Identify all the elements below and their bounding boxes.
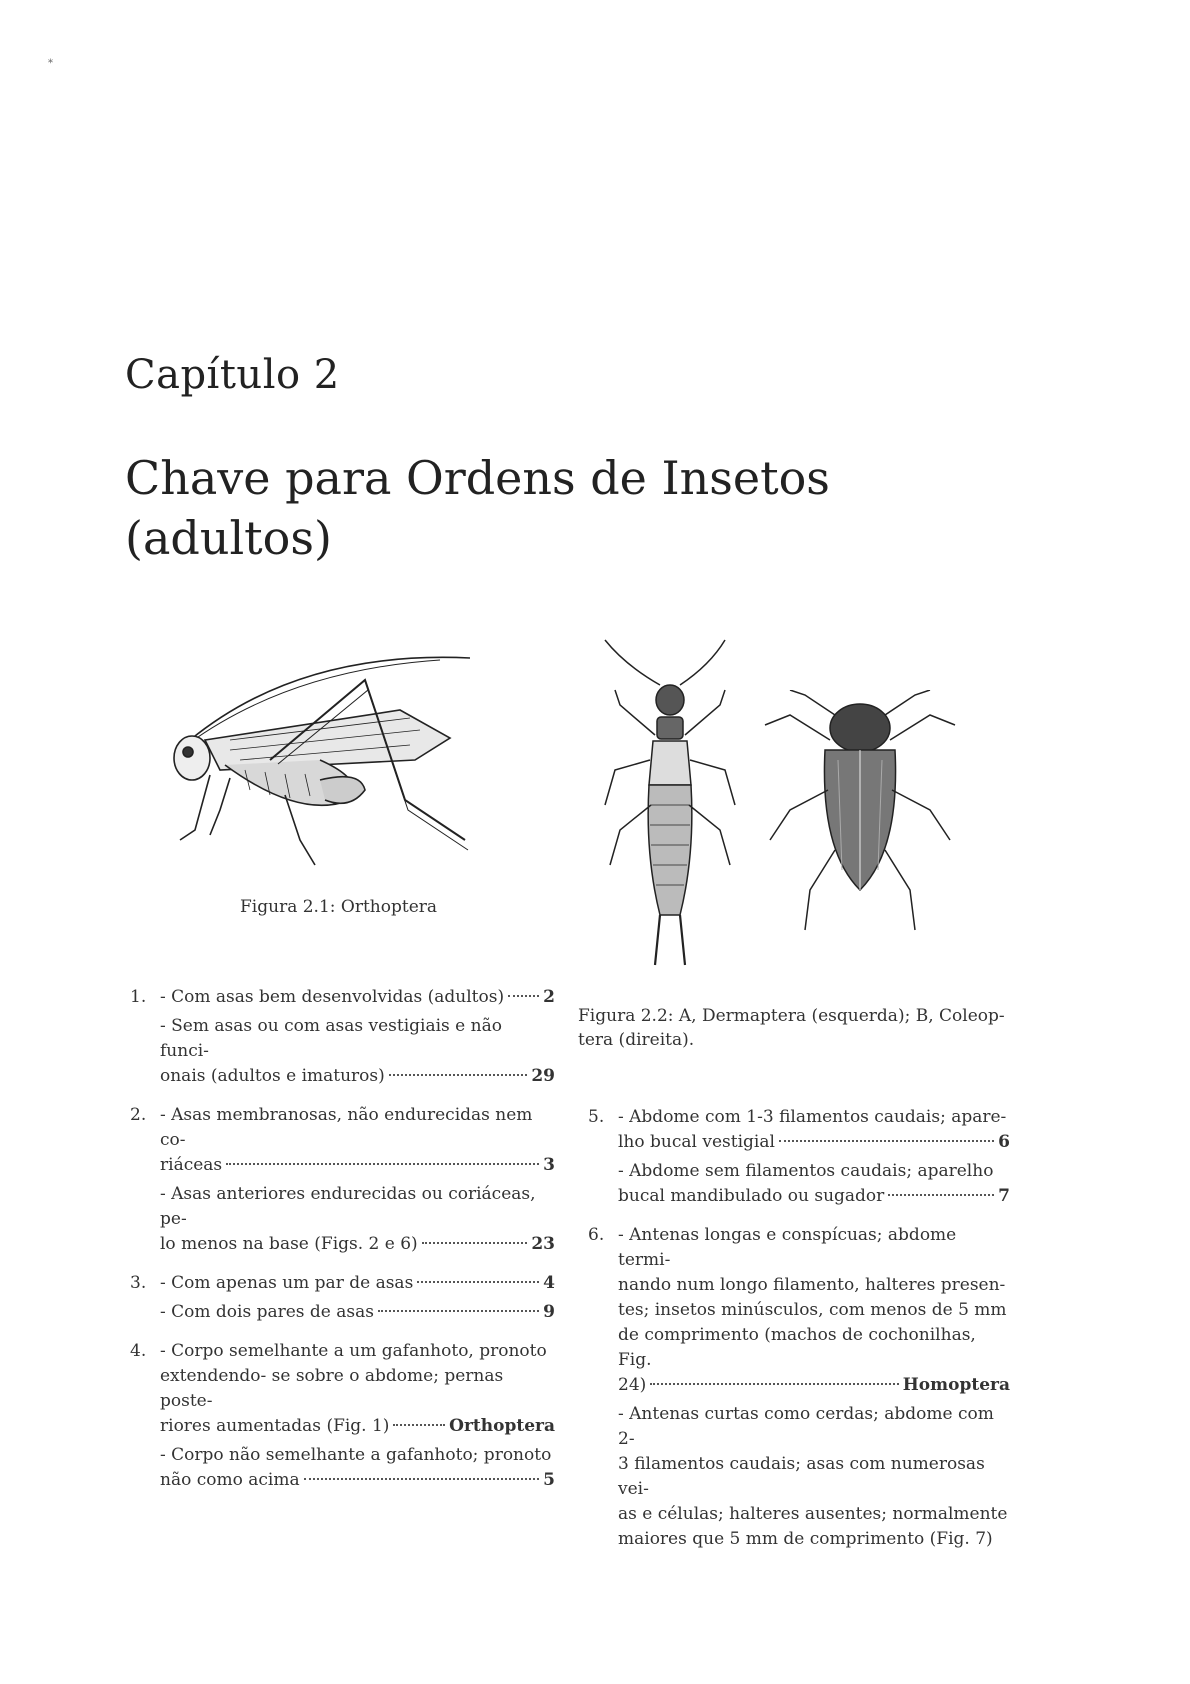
key-line-text: tes; insetos minúsculos, com menos de 5 mm — [618, 1300, 1007, 1320]
key-line — [618, 1130, 1010, 1155]
key-target: 9 — [543, 1302, 555, 1322]
key-alternative — [160, 1103, 555, 1178]
key-column-right — [588, 1105, 1010, 1552]
key-line — [618, 1223, 1010, 1273]
key-line — [160, 1153, 555, 1178]
key-line — [618, 1402, 1010, 1452]
key-alternative — [618, 1223, 1010, 1398]
figure-2-2-caption-line-1: Figura 2.2: A, Dermaptera (esquerda); B, Coleop- — [578, 1006, 1005, 1026]
key-line-text: riáceas — [160, 1155, 223, 1175]
dot-leader — [226, 1163, 539, 1165]
key-target: 6 — [998, 1132, 1010, 1152]
key-entry — [130, 1103, 555, 1257]
key-target: Homoptera — [902, 1375, 1010, 1395]
dot-leader — [650, 1383, 898, 1385]
figure-dermaptera — [595, 635, 745, 975]
key-line — [160, 1103, 555, 1153]
figure-coleoptera — [750, 690, 970, 940]
key-entry-number: 2. — [130, 1105, 147, 1125]
key-line-text: - Asas anteriores endurecidas ou coriáceas, pe- — [160, 1184, 536, 1229]
key-line — [160, 1014, 555, 1064]
key-line — [618, 1323, 1010, 1373]
key-line-text: 24) — [618, 1375, 647, 1395]
key-entry — [130, 985, 555, 1089]
chapter-title-line-2: (adultos) — [125, 511, 332, 565]
key-alternative — [160, 1339, 555, 1439]
key-entry-number: 5. — [588, 1107, 605, 1127]
key-line-text: - Corpo semelhante a um gafanhoto, pronoto — [160, 1341, 547, 1361]
key-alternative — [618, 1105, 1010, 1155]
key-line — [160, 1468, 555, 1493]
key-line-text: - Com dois pares de asas — [160, 1302, 374, 1322]
scan-mark: * — [48, 58, 53, 69]
key-alternative — [160, 1182, 555, 1257]
key-alternative — [618, 1159, 1010, 1209]
key-line — [618, 1452, 1010, 1502]
key-line — [160, 1182, 555, 1232]
key-line-text: - Com apenas um par de asas — [160, 1273, 414, 1293]
key-line-text: onais (adultos e imaturos) — [160, 1066, 385, 1086]
key-alternative — [160, 1300, 555, 1325]
key-target: 3 — [543, 1155, 555, 1175]
dot-leader — [389, 1074, 528, 1076]
key-line-text: 3 filamentos caudais; asas com numerosas vei- — [618, 1454, 985, 1499]
key-alternative — [160, 1014, 555, 1089]
chapter-title-line-1: Chave para Ordens de Insetos — [125, 451, 830, 505]
key-line-text: - Com asas bem desenvolvidas (adultos) — [160, 987, 505, 1007]
key-target: 5 — [543, 1470, 555, 1490]
key-line — [618, 1527, 1010, 1552]
key-line-text: de comprimento (machos de cochonilhas, Fig. — [618, 1325, 976, 1370]
key-line-text: lho bucal vestigial — [618, 1132, 775, 1152]
key-line-text: maiores que 5 mm de comprimento (Fig. 7) — [618, 1529, 993, 1549]
key-target: Orthoptera — [449, 1416, 555, 1436]
key-alternative — [618, 1402, 1010, 1552]
dot-leader — [304, 1478, 540, 1480]
key-line — [160, 1271, 555, 1296]
key-line-text: - Asas membranosas, não endurecidas nem co- — [160, 1105, 533, 1150]
key-line-text: - Abdome sem filamentos caudais; aparelho — [618, 1161, 994, 1181]
key-line — [160, 1414, 555, 1439]
dot-leader — [422, 1242, 528, 1244]
key-line-text: não como acima — [160, 1470, 300, 1490]
key-entry — [130, 1271, 555, 1325]
key-entry — [588, 1223, 1010, 1552]
figure-orthoptera-caption: Figura 2.1: Orthoptera — [240, 897, 438, 917]
key-line — [618, 1502, 1010, 1527]
key-target: 2 — [543, 987, 555, 1007]
key-entry — [588, 1105, 1010, 1209]
key-line-text: bucal mandibulado ou sugador — [618, 1186, 885, 1206]
key-alternative — [160, 985, 555, 1010]
key-line-text: as e células; halteres ausentes; normalmente — [618, 1504, 1008, 1524]
key-target: 7 — [998, 1186, 1010, 1206]
key-entry-number: 4. — [130, 1341, 147, 1361]
key-line — [160, 1339, 555, 1364]
key-alternative — [160, 1443, 555, 1493]
key-line — [160, 1064, 555, 1089]
dot-leader — [378, 1310, 539, 1312]
chapter-title — [125, 448, 1025, 568]
key-line-text: - Sem asas ou com asas vestigiais e não funci- — [160, 1016, 502, 1061]
key-line — [618, 1273, 1010, 1298]
key-target: 4 — [543, 1273, 555, 1293]
key-entry — [130, 1339, 555, 1493]
key-line — [618, 1105, 1010, 1130]
figure-2-2-caption-line-2: tera (direita). — [578, 1030, 695, 1050]
orthoptera-illustration — [150, 640, 480, 880]
key-line — [160, 1300, 555, 1325]
figure-orthoptera — [150, 640, 480, 880]
key-entry-number: 3. — [130, 1273, 147, 1293]
key-alternative — [160, 1271, 555, 1296]
chapter-label: Capítulo 2 — [125, 352, 340, 398]
key-line — [160, 1364, 555, 1414]
dot-leader — [393, 1424, 445, 1426]
key-line-text: lo menos na base (Figs. 2 e 6) — [160, 1234, 418, 1254]
key-line-text: - Antenas longas e conspícuas; abdome termi- — [618, 1225, 957, 1270]
key-line — [160, 1232, 555, 1257]
key-line — [618, 1159, 1010, 1184]
key-line — [618, 1298, 1010, 1323]
key-target: 23 — [531, 1234, 555, 1254]
key-line — [618, 1184, 1010, 1209]
key-line-text: - Abdome com 1-3 filamentos caudais; apare- — [618, 1107, 1007, 1127]
key-column-left — [130, 985, 555, 1493]
key-line — [160, 1443, 555, 1468]
key-entry-number: 6. — [588, 1225, 605, 1245]
dot-leader — [888, 1194, 994, 1196]
key-target: 29 — [531, 1066, 555, 1086]
key-line-text: nando num longo filamento, halteres presen- — [618, 1275, 1006, 1295]
key-entry-number: 1. — [130, 987, 147, 1007]
key-line — [160, 985, 555, 1010]
figure-2-2-caption — [578, 1004, 1008, 1052]
key-line-text: - Antenas curtas como cerdas; abdome com 2- — [618, 1404, 994, 1449]
dot-leader — [508, 995, 539, 997]
dermaptera-illustration — [595, 635, 745, 975]
dot-leader — [417, 1281, 539, 1283]
dot-leader — [779, 1140, 994, 1142]
key-line-text: extendendo- se sobre o abdome; pernas poste- — [160, 1366, 504, 1411]
key-line — [618, 1373, 1010, 1398]
key-line-text: - Corpo não semelhante a gafanhoto; pronoto — [160, 1445, 552, 1465]
key-line-text: riores aumentadas (Fig. 1) — [160, 1416, 390, 1436]
coleoptera-illustration — [750, 690, 970, 940]
